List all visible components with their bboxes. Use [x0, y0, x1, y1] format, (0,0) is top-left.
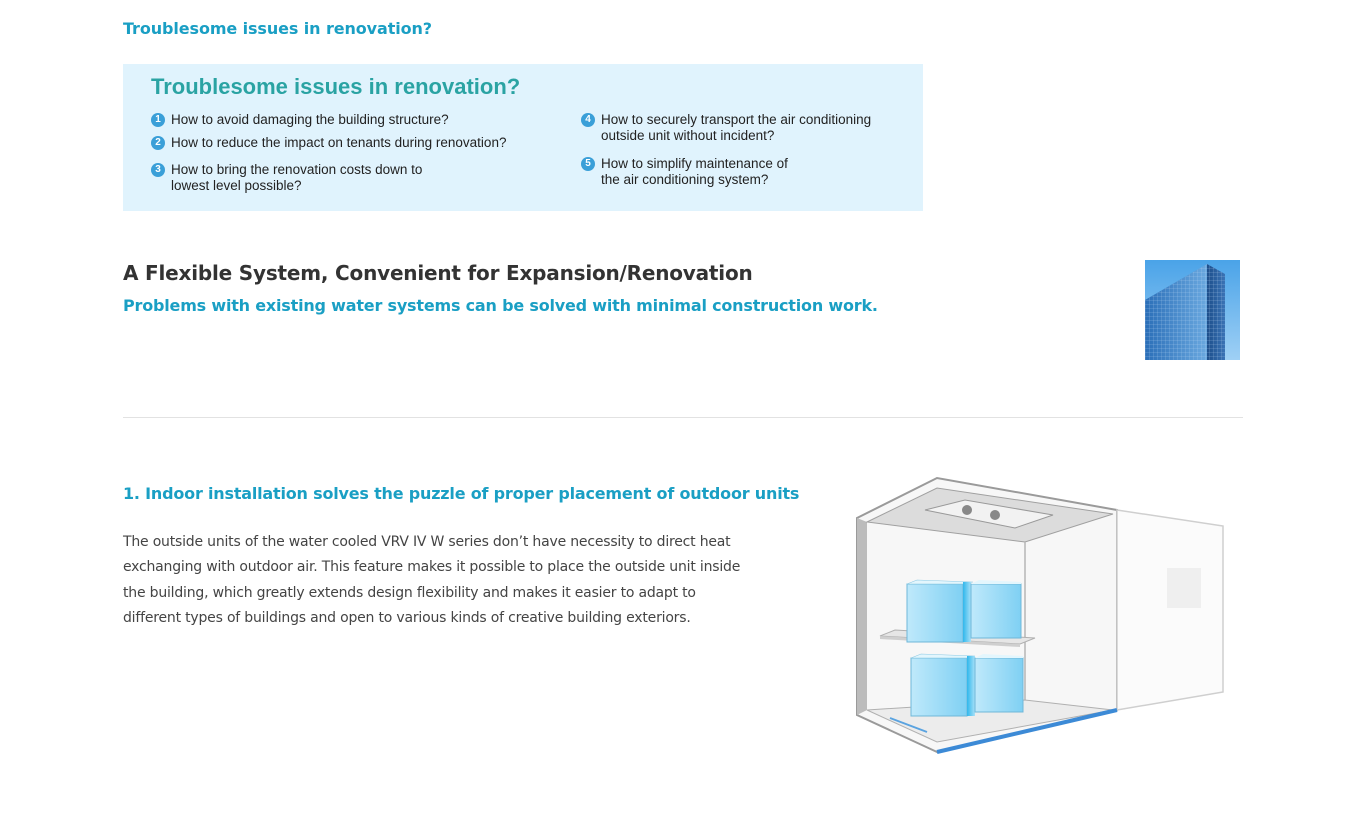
issues-box-title: Troublesome issues in renovation?	[151, 74, 521, 99]
top-heading: Troublesome issues in renovation?	[123, 19, 432, 38]
issue-item-1	[151, 112, 449, 128]
issue-text-3: How to bring the renovation costs down to lowest level possible?	[171, 162, 423, 193]
issue-text-4: How to securely transport the air conditioning outside unit without incident?	[601, 112, 872, 143]
issue-item-2	[151, 135, 506, 151]
issue-item-4	[581, 112, 871, 144]
flexible-system-title: A Flexible System, Convenient for Expansion/Renovation	[123, 261, 753, 285]
building-photo-icon	[1145, 260, 1240, 360]
number-1-icon: 1	[151, 113, 165, 127]
number-4-icon: 4	[581, 113, 595, 127]
section-1-title: 1. Indoor installation solves the puzzle of proper placement of outdoor units	[123, 484, 800, 503]
section-1-body: The outside units of the water cooled VRV IV W series don’t have necessity to direct heat exchanging with outdoor air. This feature makes it possible to place the outside unit inside the building, which greatly extends design flexibility and makes it easier to adapt to different types of buildings and open to various kinds of creative building exteriors.	[123, 534, 741, 626]
issues-box	[123, 64, 923, 211]
issue-item-5	[581, 156, 788, 188]
issue-item-3	[151, 162, 422, 194]
number-3-icon: 3	[151, 163, 165, 177]
indoor-unit-room-illustration	[845, 470, 1235, 760]
number-5-icon: 5	[581, 157, 595, 171]
number-2-icon: 2	[151, 136, 165, 150]
issue-text-1: How to avoid damaging the building structure?	[171, 112, 449, 127]
issue-text-5: How to simplify maintenance of the air conditioning system?	[601, 156, 788, 187]
flexible-system-subtitle: Problems with existing water systems can be solved with minimal construction work.	[123, 296, 878, 315]
section-divider	[123, 417, 1243, 418]
issue-text-2: How to reduce the impact on tenants during renovation?	[171, 135, 507, 150]
